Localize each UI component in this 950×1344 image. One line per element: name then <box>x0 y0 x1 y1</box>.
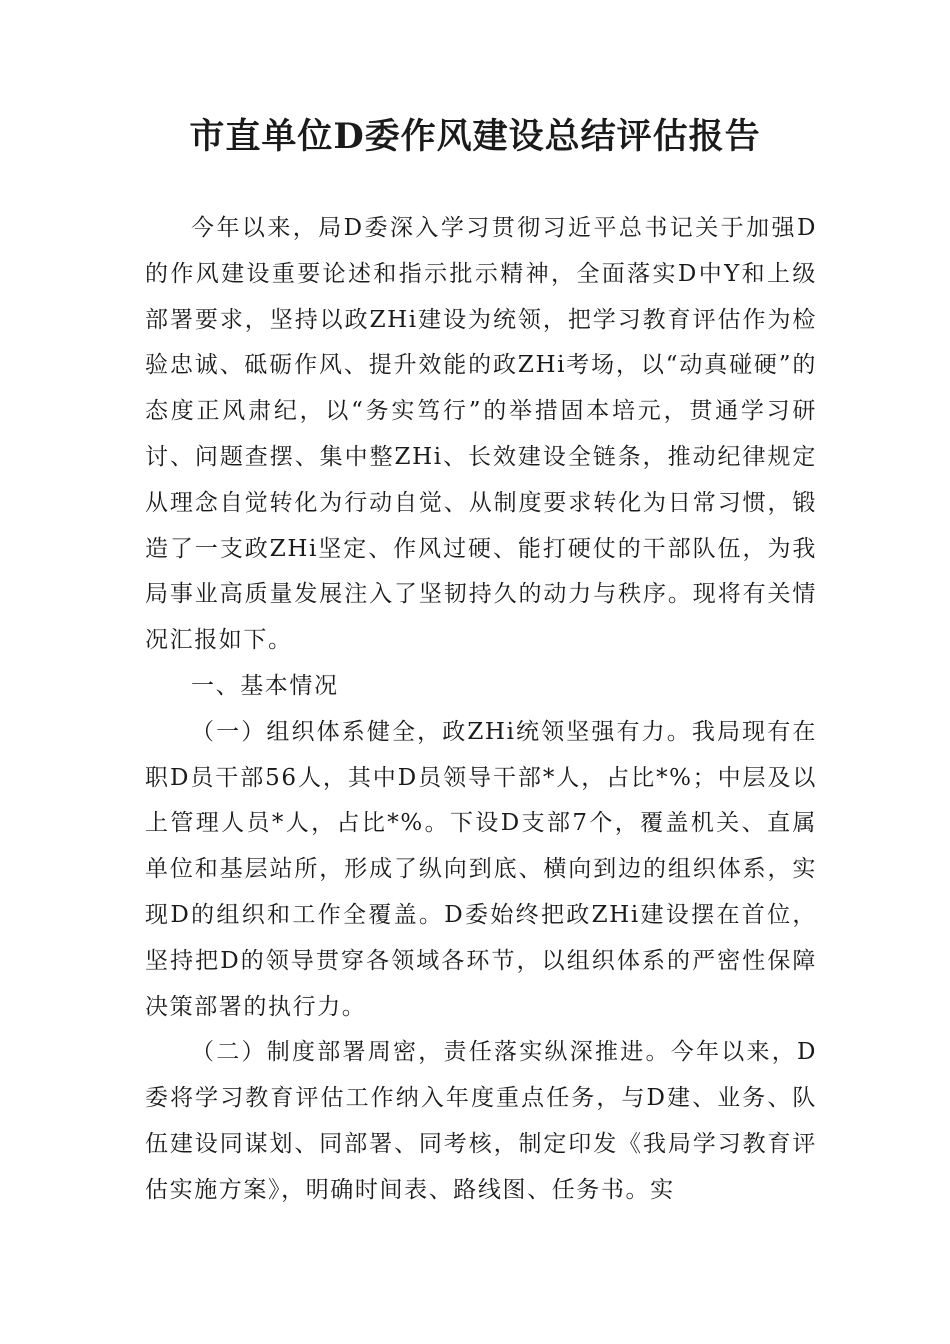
paragraph-intro: 今年以来，局D委深入学习贯彻习近平总书记关于加强D的作风建设重要论述和指示批示精神，全面落实D中Y和上级部署要求，坚持以政ZHi建设为统领，把学习教育评估作为检验忠诚、砥砺作风、提升效能的政ZHi考场，以“动真碰硬”的态度正风肃纪，以“务实笃行”的举措固本培元，贯通学习研讨、问题查摆、集中整ZHi、长效建设全链条，推动纪律规定从理念自觉转化为行动自觉、从制度要求转化为日常习惯，锻造了一支政ZHi坚定、作风过硬、能打硬仗的干部队伍，为我局事业高质量发展注入了坚韧持久的动力与秩序。现将有关情况汇报如下。 <box>145 215 817 654</box>
document-body <box>145 206 817 1214</box>
paragraph-organization-system: （一）组织体系健全，政ZHi统领坚强有力。我局现有在职D员干部56人，其中D员领导干部*人，占比*%；中层及以上管理人员*人，占比*%。下设D支部7个，覆盖机关、直属单位和基层站所，形成了纵向到底、横向到边的组织体系，实现D的组织和工作全覆盖。D委始终把政ZHi建设摆在首位，坚持把D的领导贯穿各领域各环节，以组织体系的严密性保障决策部署的执行力。 <box>145 718 817 1020</box>
paragraph-system-deployment: （二）制度部署周密，责任落实纵深推进。今年以来，D委将学习教育评估工作纳入年度重点任务，与D建、业务、队伍建设同谋划、同部署、同考核，制定印发《我局学习教育评估实施方案》，明确时间表、路线图、任务书。实 <box>145 1039 817 1203</box>
document-title: 市直单位D委作风建设总结评估报告 <box>189 116 761 157</box>
section-heading-basic-situation: 一、基本情况 <box>191 672 339 699</box>
